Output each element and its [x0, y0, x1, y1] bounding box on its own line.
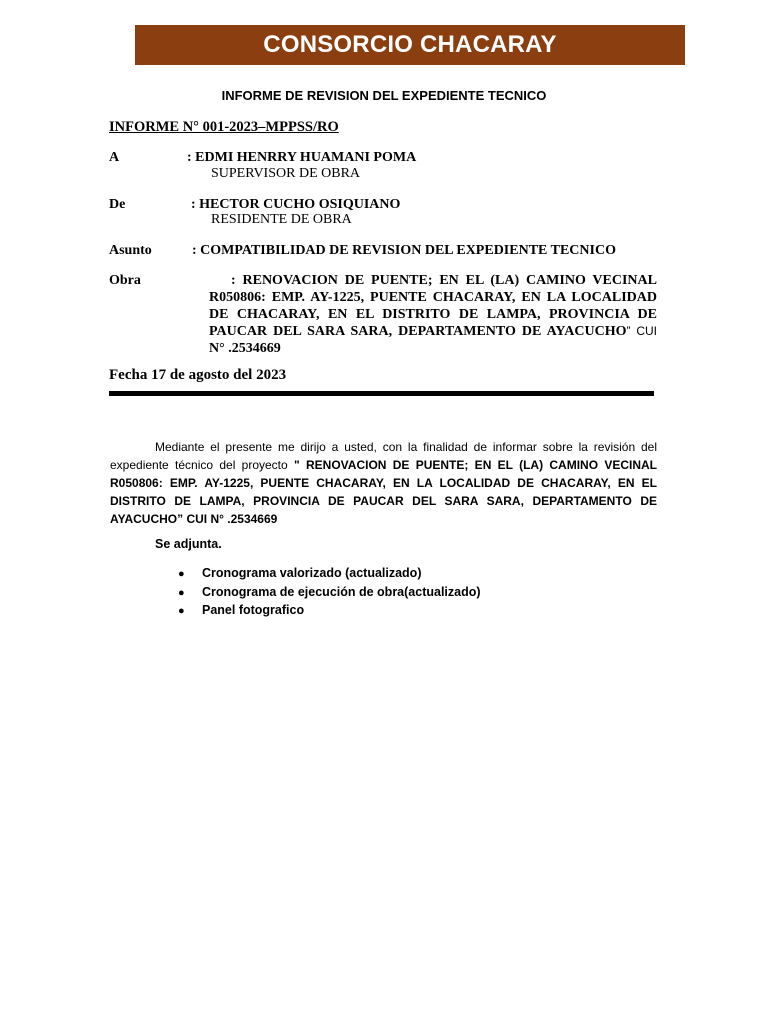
bullet-icon: ●	[178, 605, 185, 617]
to-label: A	[109, 150, 120, 165]
subject-value: : COMPATIBILIDAD DE REVISION DEL EXPEDIENTE TECNICO	[192, 243, 616, 258]
body-project: " RENOVACION DE PUENTE; EN EL (LA) CAMINO VECINAL R050806: EMP. AY-1225, PUENTE CHACARAY, EN LA LOCALIDAD DE CHACARAY, EN EL DISTRITO DE LAMPA, PROVINCIA DE PAUCAR DEL SARA SARA, DEPARTAMENTO DE AYACUCHO” CUI N° .2534669	[110, 458, 657, 526]
body-paragraph	[110, 438, 657, 528]
attachment-label: Cronograma de ejecución de obra(actualizado)	[202, 584, 481, 599]
work-description: : RENOVACION DE PUENTE; EN EL (LA) CAMINO VECINAL R050806: EMP. AY-1225, PUENTE CHACARAY, EN LA LOCALIDAD DE CHACARAY, EN EL DISTRITO DE LAMPA, PROVINCIA DE PAUCAR DEL SARA SARA, DEPARTAMENTO DE AYACUCHO	[209, 273, 657, 339]
report-date: Fecha 17 de agosto del 2023	[109, 367, 287, 383]
work-label: Obra	[109, 273, 141, 288]
from-label: De	[109, 197, 126, 212]
work-value	[209, 272, 657, 357]
work-cui-label: ” CUI	[626, 324, 658, 338]
attachment-label: Cronograma valorizado (actualizado)	[202, 566, 422, 580]
company-name: CONSORCIO CHACARAY	[263, 31, 557, 58]
list-item	[178, 583, 481, 602]
separator-rule	[109, 391, 654, 396]
from-value: : HECTOR CUCHO OSIQUIANO	[191, 197, 401, 212]
to-value: : EDMI HENRRY HUAMANI POMA	[187, 150, 417, 165]
bullet-icon: ●	[178, 586, 185, 599]
body-intro: Mediante el presente me dirijo a usted, con la finalidad de informar sobre la revisión del expediente técnico del proyecto	[110, 440, 657, 472]
attached-label: Se adjunta.	[155, 537, 222, 551]
attachments-list	[178, 564, 481, 620]
subject-label: Asunto	[109, 243, 152, 258]
report-number: INFORME N° 001-2023–MPPSS/RO	[109, 119, 339, 135]
list-item	[178, 601, 481, 620]
attachment-label: Panel fotografico	[202, 603, 305, 617]
report-title: INFORME DE REVISION DEL EXPEDIENTE TECNICO	[221, 88, 547, 103]
company-banner	[135, 25, 685, 65]
to-role: SUPERVISOR DE OBRA	[211, 166, 361, 181]
bullet-icon: ●	[178, 568, 185, 580]
list-item	[178, 564, 481, 583]
work-cui-value: N° .2534669	[209, 341, 281, 356]
from-role: RESIDENTE DE OBRA	[211, 212, 352, 227]
